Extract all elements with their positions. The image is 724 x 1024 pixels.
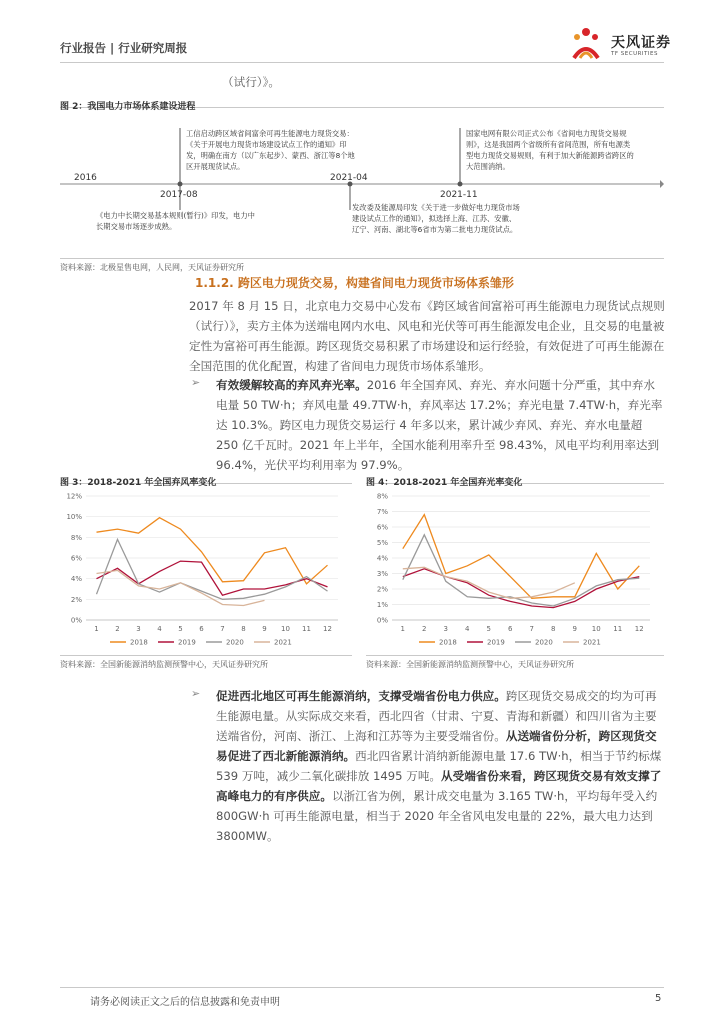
header-divider xyxy=(60,62,664,63)
legend-label-2021: 2021 xyxy=(583,638,601,647)
x-tick-label: 6 xyxy=(508,625,513,633)
y-tick-label: 5% xyxy=(376,539,388,547)
bullet-2-text-c: 以浙江省为例，累计成交电量为 3.165 TW·h，平均每年受入约 800GW·h 可再生能源电量，相当于 2020 年全省风电发电量的 22%，最大电力达到 3800MW。 xyxy=(216,789,658,843)
legend-label-2018: 2018 xyxy=(130,638,148,647)
y-tick-label: 1% xyxy=(376,601,388,609)
fig3-caption-bar xyxy=(60,470,352,488)
bullet-arrow-icon: ➢ xyxy=(191,376,201,389)
bullet-paragraph-1 xyxy=(216,375,665,475)
footer-divider xyxy=(60,987,664,988)
series-line-2020 xyxy=(97,539,328,599)
report-type-header: 行业报告 | 行业研究周报 xyxy=(60,41,188,55)
x-tick-label: 5 xyxy=(178,625,183,633)
x-tick-label: 11 xyxy=(613,625,623,633)
section-heading: 1.1.2. 跨区电力现货交易，构建省间电力现货市场体系雏形 xyxy=(195,276,514,290)
x-tick-label: 1 xyxy=(400,625,405,633)
x-tick-label: 4 xyxy=(465,625,470,633)
timeline-year-2021-11: 2021-11 xyxy=(440,190,478,200)
x-tick-label: 5 xyxy=(486,625,491,633)
x-tick-label: 1 xyxy=(94,625,99,633)
legend-label-2020: 2020 xyxy=(226,638,244,647)
timeline-event-2016: 《电力中长期交易基本规则(暂行)》印发，电力中长期交易市场逐步成熟。 xyxy=(96,211,255,231)
fig4-bottom-rule xyxy=(366,655,664,656)
legend-label-2018: 2018 xyxy=(439,638,457,647)
bullet-arrow-icon: ➢ xyxy=(191,687,201,700)
legend-label-2019: 2019 xyxy=(487,638,505,647)
fig4-source: 资料来源：全国新能源消纳监测预警中心，天风证券研究所 xyxy=(366,660,574,669)
y-tick-label: 4% xyxy=(70,575,82,584)
x-tick-label: 6 xyxy=(199,625,204,633)
fig3-bottom-rule xyxy=(60,655,352,656)
brand-name-en: TF SECURITIES xyxy=(611,51,658,57)
x-tick-label: 11 xyxy=(302,625,311,633)
footer-disclaimer: 请务必阅读正文之后的信息披露和免责申明 xyxy=(90,997,280,1008)
timeline-event-2021-04: 发改委及能源局印发《关于进一步做好电力现货市场建设试点工作的通知》，拟选择上海、江苏、安徽、辽宁、河南、湖北等6省市为第二批电力现货试点。 xyxy=(352,203,520,234)
x-tick-label: 10 xyxy=(591,625,601,633)
bullet-2-lead-2: 从送端省份分析，跨区现货交易促进了西北新能源消纳。 xyxy=(216,729,657,763)
fig3-caption: 图 3：2018-2021 年全国弃风率变化 xyxy=(60,478,217,488)
legend-label-2019: 2019 xyxy=(178,638,196,647)
x-tick-label: 7 xyxy=(220,625,225,633)
y-tick-label: 0% xyxy=(70,616,82,625)
y-tick-label: 0% xyxy=(376,616,388,625)
continued-text: （试行）》。 xyxy=(222,75,280,89)
bullet-2-lead: 促进西北地区可再生能源消纳，支撑受端省份电力供应。 xyxy=(216,689,506,703)
bullet-1-lead: 有效缓解较高的弃风弃光率。 xyxy=(216,378,367,392)
section-paragraph: 2017 年 8 月 15 日，北京电力交易中心发布《跨区域省间富裕可再生能源电力现货试点规则（试行）》，卖方主体为送端电网内水电、风电和光伏等可再生能源发电企业，且交易的电量被定性为富裕可再生能源。跨区现货交易积累了市场建设和运行经验，有效促进了可再生能源在全国范围的优化配置，构建了省间电力现货市场体系雏形。 xyxy=(189,299,665,373)
legend-label-2020: 2020 xyxy=(535,638,553,647)
y-tick-label: 8% xyxy=(70,533,82,542)
bullet-paragraph-2 xyxy=(216,686,665,846)
bullet-2-lead-3: 从受端省份来看，跨区现货交易有效支撑了高峰电力的有序供应。 xyxy=(216,769,662,803)
y-tick-label: 2% xyxy=(70,595,82,604)
solar-curtailment-chart xyxy=(366,486,664,652)
y-tick-label: 6% xyxy=(70,554,82,563)
series-line-2018 xyxy=(97,518,328,584)
legend-label-2021: 2021 xyxy=(274,638,292,647)
tf-logo-icon xyxy=(568,26,608,62)
x-tick-label: 8 xyxy=(241,625,246,633)
fig2-caption-bar xyxy=(60,94,664,112)
x-tick-label: 9 xyxy=(572,625,577,633)
x-tick-label: 2 xyxy=(422,625,427,633)
x-tick-label: 8 xyxy=(551,625,556,633)
timeline-event-2021-11: 国家电网有限公司正式公布《省间电力现货交易规则》，这是我国两个省级所有省间范围，所有电源类型电力现货交易规则，有利于加大新能源跨省跨区的大范围消纳。 xyxy=(466,129,634,171)
y-tick-label: 4% xyxy=(376,554,388,563)
timeline-year-2017-08: 2017-08 xyxy=(160,190,198,200)
y-tick-label: 3% xyxy=(376,570,388,578)
timeline-event-2017: 工信启动跨区域省间富余可再生能源电力现货交易：《关于开展电力现货市场建设试点工作的通知》印发，明确在南方（以广东起步）、蒙西、浙江等8个地区开展现货试点。 xyxy=(186,129,355,171)
x-tick-label: 3 xyxy=(136,625,141,633)
series-line-2021 xyxy=(403,567,575,598)
bullet-2-text-a: 跨区现货交易成交的均为可再生能源电量。从实际成交来看，西北四省（甘肃、宁夏、青海和新疆）和四川省为主要送端省份，河南、浙江、上海和江苏等为主要受端省份。 xyxy=(216,689,657,743)
x-tick-label: 7 xyxy=(529,625,534,633)
bullet-2-text-b: 西北四省累计消纳新能源电量 17.6 TW·h，相当于节约标煤 539 万吨，减少二氧化碳排放 1495 万吨。 xyxy=(216,749,662,783)
fig4-caption-bar xyxy=(366,470,664,488)
x-tick-label: 10 xyxy=(281,625,290,633)
series-line-2020 xyxy=(403,535,640,606)
y-tick-label: 12% xyxy=(66,492,82,501)
brand-name: 天风证券 xyxy=(611,35,671,51)
x-tick-label: 4 xyxy=(157,625,162,633)
timeline-year-2016: 2016 xyxy=(74,173,97,183)
y-tick-label: 2% xyxy=(376,585,388,594)
series-line-2021 xyxy=(97,570,265,605)
x-tick-label: 9 xyxy=(262,625,267,633)
x-tick-label: 12 xyxy=(634,625,644,633)
bullet-1-text: 2016 年全国弃风、弃光、弃水问题十分严重，其中弃水电量 50 TW·h；弃风电量 49.7TW·h，弃风率达 17.2%；弃光电量 7.4TW·h，弃光率达 10.3%。跨区电力现货交易运行 4 年多以来，累计减少弃风、弃光、弃水电量超 250 亿千瓦时。2021 年上半年，全国水能利用率升至 98.43%，风电平均利用率达到 96.4%，光伏平均利用率为 97.9%。 xyxy=(216,378,663,472)
y-tick-label: 7% xyxy=(376,508,388,516)
fig2-caption: 图 2：我国电力市场体系建设进程 xyxy=(60,102,196,112)
fig3-source: 资料来源：全国新能源消纳监测预警中心，天风证券研究所 xyxy=(60,660,268,669)
x-tick-label: 12 xyxy=(323,625,332,633)
y-tick-label: 8% xyxy=(376,492,388,501)
timeline-year-2021-04: 2021-04 xyxy=(330,173,368,183)
fig2-bottom-rule xyxy=(60,258,664,259)
x-tick-label: 3 xyxy=(443,625,448,633)
page-number: 5 xyxy=(655,993,662,1004)
x-tick-label: 2 xyxy=(115,625,120,633)
fig4-caption: 图 4：2018-2021 年全国弃光率变化 xyxy=(366,478,523,488)
wind-curtailment-chart xyxy=(60,486,352,652)
y-tick-label: 10% xyxy=(66,513,82,522)
y-tick-label: 6% xyxy=(376,523,388,532)
fig2-source: 资料来源：北极星售电网，人民网，天风证券研究所 xyxy=(60,263,244,272)
